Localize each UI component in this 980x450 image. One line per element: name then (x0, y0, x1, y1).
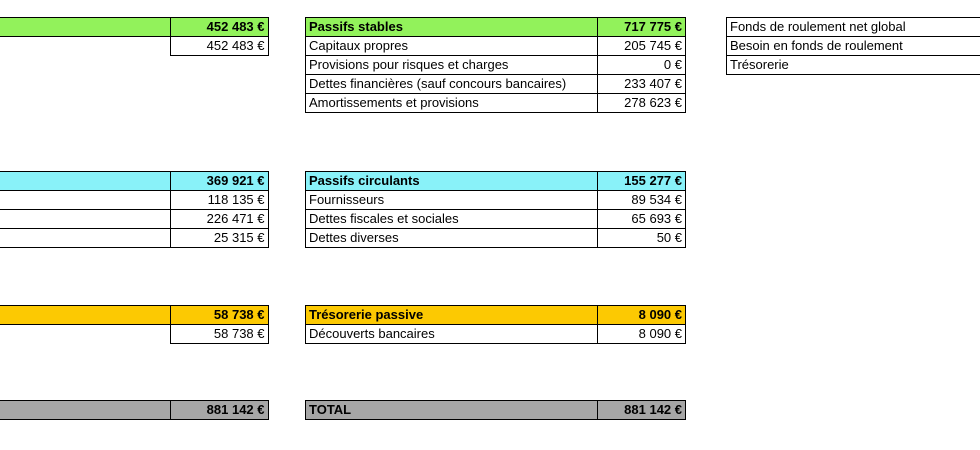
cell[interactable] (0, 325, 170, 344)
cell[interactable]: Dettes fiscales et sociales (306, 210, 598, 229)
table-row (727, 37, 980, 56)
cell[interactable]: 233 407 € (598, 75, 686, 94)
table-row (0, 401, 268, 420)
table-row (306, 306, 686, 325)
table-row (727, 56, 980, 75)
cell[interactable] (0, 306, 170, 325)
cell[interactable]: 8 090 € (598, 306, 686, 325)
table-row (306, 210, 686, 229)
table-row (306, 56, 686, 75)
cell[interactable]: 58 738 € (170, 306, 268, 325)
cell[interactable]: 58 738 € (170, 325, 268, 344)
cell[interactable]: 881 142 € (598, 401, 686, 420)
cell[interactable] (0, 18, 170, 37)
table-row (306, 172, 686, 191)
cell[interactable]: 452 483 € (170, 18, 268, 37)
cell[interactable]: Amortissements et provisions (306, 94, 598, 113)
table-row (306, 229, 686, 248)
cell[interactable]: 89 534 € (598, 191, 686, 210)
cell[interactable] (0, 229, 170, 248)
cell[interactable]: 25 315 € (170, 229, 268, 248)
cell[interactable]: 278 623 € (598, 94, 686, 113)
cell[interactable]: 0 € (598, 56, 686, 75)
analyse-table (726, 17, 980, 75)
cell[interactable]: Fournisseurs (306, 191, 598, 210)
cell[interactable]: Dettes diverses (306, 229, 598, 248)
actif-circulant-table (0, 171, 269, 248)
cell[interactable]: 226 471 € (170, 210, 268, 229)
passifs-circulants-table (305, 171, 686, 248)
table-row (0, 325, 268, 344)
cell[interactable]: 8 090 € (598, 325, 686, 344)
cell[interactable]: 65 693 € (598, 210, 686, 229)
table-row (0, 172, 268, 191)
cell[interactable]: 50 € (598, 229, 686, 248)
table-row (0, 210, 268, 229)
cell[interactable]: Trésorerie passive (306, 306, 598, 325)
cell[interactable]: 452 483 € (170, 37, 268, 56)
cell[interactable]: 118 135 € (170, 191, 268, 210)
cell[interactable]: Besoin en fonds de roulement (727, 37, 980, 56)
table-row (306, 75, 686, 94)
table-row (0, 229, 268, 248)
cell[interactable]: Capitaux propres (306, 37, 598, 56)
table-row (306, 191, 686, 210)
table-row (0, 306, 268, 325)
cell[interactable] (0, 37, 170, 56)
cell[interactable]: Provisions pour risques et charges (306, 56, 598, 75)
table-row (0, 191, 268, 210)
table-row (727, 18, 980, 37)
table-row (306, 325, 686, 344)
cell[interactable]: 717 775 € (598, 18, 686, 37)
passifs-stables-table (305, 17, 686, 113)
tresorerie-active-table (0, 305, 269, 344)
cell[interactable]: TOTAL (306, 401, 598, 420)
table-row (306, 37, 686, 56)
cell[interactable]: Fonds de roulement net global (727, 18, 980, 37)
table-row (306, 94, 686, 113)
actif-total-table (0, 400, 269, 420)
cell[interactable]: Passifs circulants (306, 172, 598, 191)
cell[interactable]: Passifs stables (306, 18, 598, 37)
cell[interactable]: 369 921 € (170, 172, 268, 191)
table-row (0, 18, 268, 37)
passif-total-table (305, 400, 686, 420)
table-row (306, 18, 686, 37)
actif-immobilise-table (0, 17, 269, 56)
cell[interactable]: Découverts bancaires (306, 325, 598, 344)
cell[interactable] (0, 401, 170, 420)
cell[interactable]: 205 745 € (598, 37, 686, 56)
table-row (0, 37, 268, 56)
table-row (306, 401, 686, 420)
cell[interactable] (0, 172, 170, 191)
cell[interactable]: 881 142 € (170, 401, 268, 420)
cell[interactable]: Dettes financières (sauf concours bancaires) (306, 75, 598, 94)
cell[interactable]: 155 277 € (598, 172, 686, 191)
cell[interactable] (0, 191, 170, 210)
cell[interactable] (0, 210, 170, 229)
tresorerie-passive-table (305, 305, 686, 344)
cell[interactable]: Trésorerie (727, 56, 980, 75)
